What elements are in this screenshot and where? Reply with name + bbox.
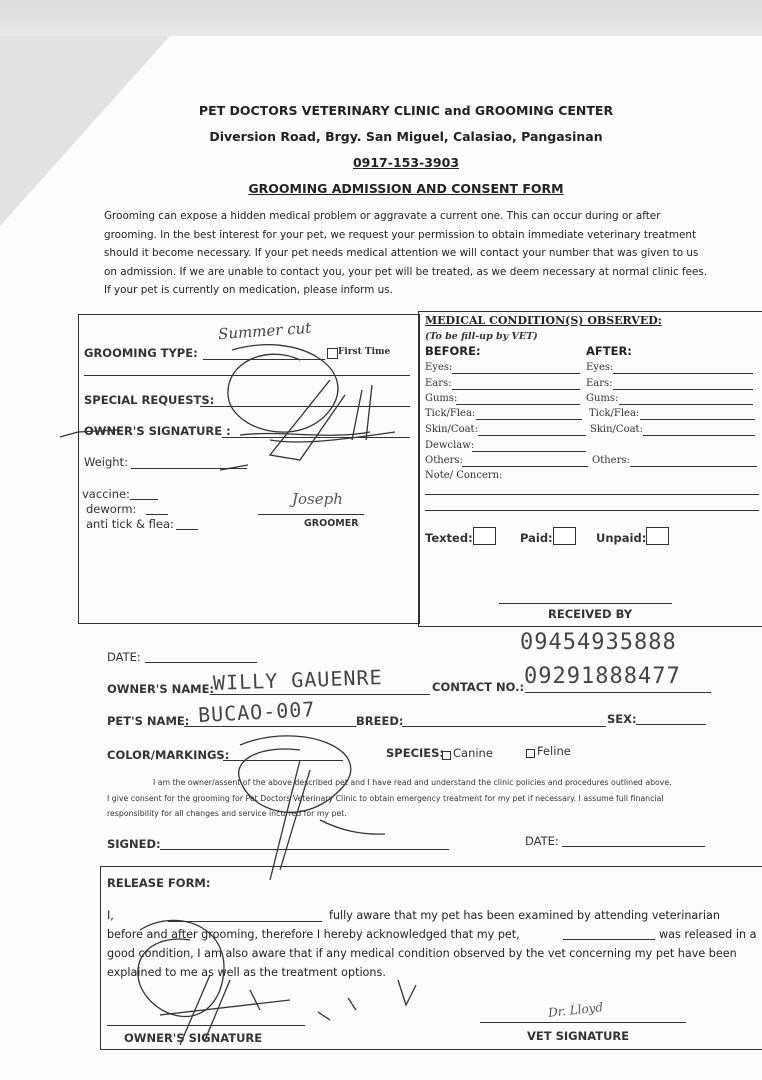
grooming-type-label: GROOMING TYPE: — [84, 346, 198, 360]
release-line-2a: before and after grooming, therefore I hereby acknowledged that my pet, — [107, 928, 520, 941]
sex-label: SEX: — [607, 712, 637, 726]
received-by-label: RECEIVED BY — [548, 607, 633, 621]
breed-line[interactable] — [402, 726, 606, 727]
unpaid-checkbox[interactable] — [646, 527, 669, 545]
after-skin: Skin/Coat: — [590, 424, 643, 435]
release-i: I, — [107, 909, 114, 922]
intro-line: on admission. If we are unable to contact you, your pet will be treated, as we deem necessary at normal clinic fees. — [104, 265, 708, 278]
first-time-label: First Time — [338, 347, 391, 357]
note-line-2[interactable] — [425, 510, 759, 511]
unpaid-label: Unpaid: — [596, 531, 647, 545]
before-others-line[interactable] — [462, 466, 588, 467]
grooming-box — [78, 314, 420, 624]
vet-sig-line[interactable] — [480, 1022, 686, 1023]
consent-line-3: responsibility for all changes and service incurred for my pet. — [107, 809, 347, 818]
hand-groomer-sig: Joseph — [292, 490, 343, 508]
intro-line: should it become necessary. If your pet needs medical attention we will contact your number that was given to us — [104, 247, 699, 260]
before-ears-line[interactable] — [452, 389, 580, 390]
hand-phone-2: 09291888477 — [524, 664, 681, 689]
before-eyes-line[interactable] — [452, 373, 580, 374]
after-heading: AFTER: — [586, 344, 632, 358]
date-label: DATE: — [107, 650, 141, 664]
before-gums-line[interactable] — [456, 404, 580, 405]
signed-label: SIGNED: — [107, 837, 161, 851]
groomer-label: GROOMER — [304, 518, 359, 529]
after-tick-line[interactable] — [640, 419, 755, 420]
medical-title: MEDICAL CONDITION(S) OBSERVED: — [425, 314, 662, 327]
special-requests-label: SPECIAL REQUESTS: — [84, 393, 215, 407]
before-tick: Tick/Flea: — [425, 408, 476, 419]
before-others: Others: — [425, 455, 463, 466]
owners-name-label: OWNER'S NAME: — [107, 682, 215, 696]
after-gums-line[interactable] — [619, 404, 753, 405]
date-line[interactable] — [145, 662, 257, 663]
anti-tick-line[interactable] — [176, 529, 198, 530]
groomer-line[interactable] — [258, 514, 364, 515]
after-eyes: Eyes: — [586, 362, 614, 373]
contact-no-label: CONTACT NO.: — [432, 680, 525, 694]
clinic-address: Diversion Road, Brgy. San Miguel, Calasiao, Pangasinan — [209, 129, 603, 144]
weight-label: Weight: — [84, 455, 128, 469]
intro-paragraph — [104, 207, 710, 300]
owner-signature-line[interactable] — [222, 437, 410, 438]
before-eyes: Eyes: — [425, 362, 453, 373]
release-line-3: good condition, I am also aware that if any medical condition observed by the vet concerning my pet have been — [107, 947, 737, 960]
medical-box — [418, 311, 762, 627]
before-dewclaw-line[interactable] — [472, 451, 586, 452]
after-skin-line[interactable] — [643, 435, 755, 436]
weight-line[interactable] — [131, 468, 247, 469]
after-others-line[interactable] — [630, 466, 757, 467]
before-tick-line[interactable] — [476, 419, 582, 420]
after-tick: Tick/Flea: — [589, 408, 640, 419]
before-skin: Skin/Coat: — [425, 424, 478, 435]
release-line-1: fully aware that my pet has been examined by attending veterinarian — [329, 909, 720, 922]
before-dewclaw: Dewclaw: — [425, 440, 475, 451]
deworm-line[interactable] — [146, 514, 168, 515]
after-eyes-line[interactable] — [613, 373, 753, 374]
after-others: Others: — [592, 455, 630, 466]
species-label: SPECIES: — [386, 746, 445, 760]
consent-line-2: I give consent for the grooming for Pet Doctors Veterinary Clinic to obtain emergency treatment for my pet if necessary. I assume full financial — [107, 794, 664, 803]
release-owner-line[interactable] — [168, 921, 322, 922]
sex-line[interactable] — [636, 724, 706, 725]
date2-label: DATE: — [525, 834, 559, 848]
intro-line: If your pet is currently on medication, please inform us. — [104, 284, 393, 297]
release-owner-sig-label: OWNER'S SIGNATURE — [124, 1031, 263, 1045]
before-ears: Ears: — [425, 378, 452, 389]
hand-phone-1: 09454935888 — [520, 630, 677, 655]
texted-checkbox[interactable] — [473, 527, 496, 545]
release-title: RELEASE FORM: — [107, 876, 211, 890]
note-concern: Note/ Concern: — [425, 470, 503, 481]
pets-name-label: PET'S NAME: — [107, 714, 190, 728]
paid-checkbox[interactable] — [553, 527, 576, 545]
before-heading: BEFORE: — [425, 344, 481, 358]
clinic-phone: 0917-153-3903 — [352, 155, 460, 170]
intro-line: Grooming can expose a hidden medical problem or aggravate a current one. This can occur during or after — [104, 210, 661, 222]
after-ears-line[interactable] — [613, 389, 753, 390]
deworm-label: deworm: — [86, 502, 137, 516]
canine-checkbox[interactable] — [442, 751, 451, 760]
vaccine-label: vaccine: — [82, 487, 130, 501]
release-line-4: explained to me as well as the treatment options. — [107, 966, 386, 979]
vaccine-line[interactable] — [130, 499, 158, 500]
form-title: GROOMING ADMISSION AND CONSENT FORM — [248, 181, 564, 196]
color-markings-label: COLOR/MARKINGS: — [107, 748, 230, 762]
grooming-type-line-2[interactable] — [84, 375, 410, 376]
hand-pet-name: BUCAO-007 — [197, 696, 316, 728]
release-pet-line[interactable] — [563, 939, 655, 940]
owner-signature-label: OWNER'S SIGNATURE : — [84, 424, 231, 438]
texted-label: Texted: — [425, 531, 473, 545]
release-owner-sig-line[interactable] — [107, 1025, 305, 1026]
medical-subtitle: (To be fill-up by VET) — [425, 331, 538, 342]
hand-grooming-type: Summer cut — [217, 318, 312, 344]
hand-owner-name: WILLY GAUENRE — [212, 665, 383, 695]
canine-label: Canine — [453, 746, 493, 760]
vet-sig-label: VET SIGNATURE — [527, 1029, 630, 1043]
received-by-line[interactable] — [499, 603, 672, 604]
anti-tick-label: anti tick & flea: — [86, 517, 174, 531]
before-skin-line[interactable] — [478, 435, 586, 436]
consent-line-1: I am the owner/assent of the above described pet and I have read and understand the clinic policies and procedures outlined above. — [153, 778, 672, 787]
breed-label: BREED: — [356, 714, 404, 728]
special-requests-line[interactable] — [200, 406, 410, 407]
owners-name-line[interactable] — [210, 694, 430, 695]
feline-checkbox[interactable] — [526, 749, 535, 758]
before-gums: Gums: — [425, 393, 458, 404]
color-markings-line[interactable] — [223, 760, 343, 761]
grooming-type-line[interactable] — [203, 359, 325, 360]
intro-line: grooming. In the best interest for your pet, we request your permission to obtain immediate veterinary treatment — [104, 228, 697, 241]
release-line-2b: was released in a — [659, 928, 757, 941]
hand-vet-sig: Dr. Lloyd — [547, 1000, 604, 1020]
date2-line[interactable] — [562, 846, 705, 847]
note-line-1[interactable] — [425, 494, 759, 495]
feline-label: Feline — [537, 744, 571, 758]
after-ears: Ears: — [586, 378, 613, 389]
first-time-checkbox[interactable] — [327, 348, 338, 359]
paid-label: Paid: — [520, 531, 553, 545]
contact-no-line[interactable] — [525, 692, 711, 693]
clinic-name: PET DOCTORS VETERINARY CLINIC and GROOMING CENTER — [198, 103, 614, 118]
after-gums: Gums: — [586, 393, 619, 404]
signed-line[interactable] — [160, 849, 449, 850]
